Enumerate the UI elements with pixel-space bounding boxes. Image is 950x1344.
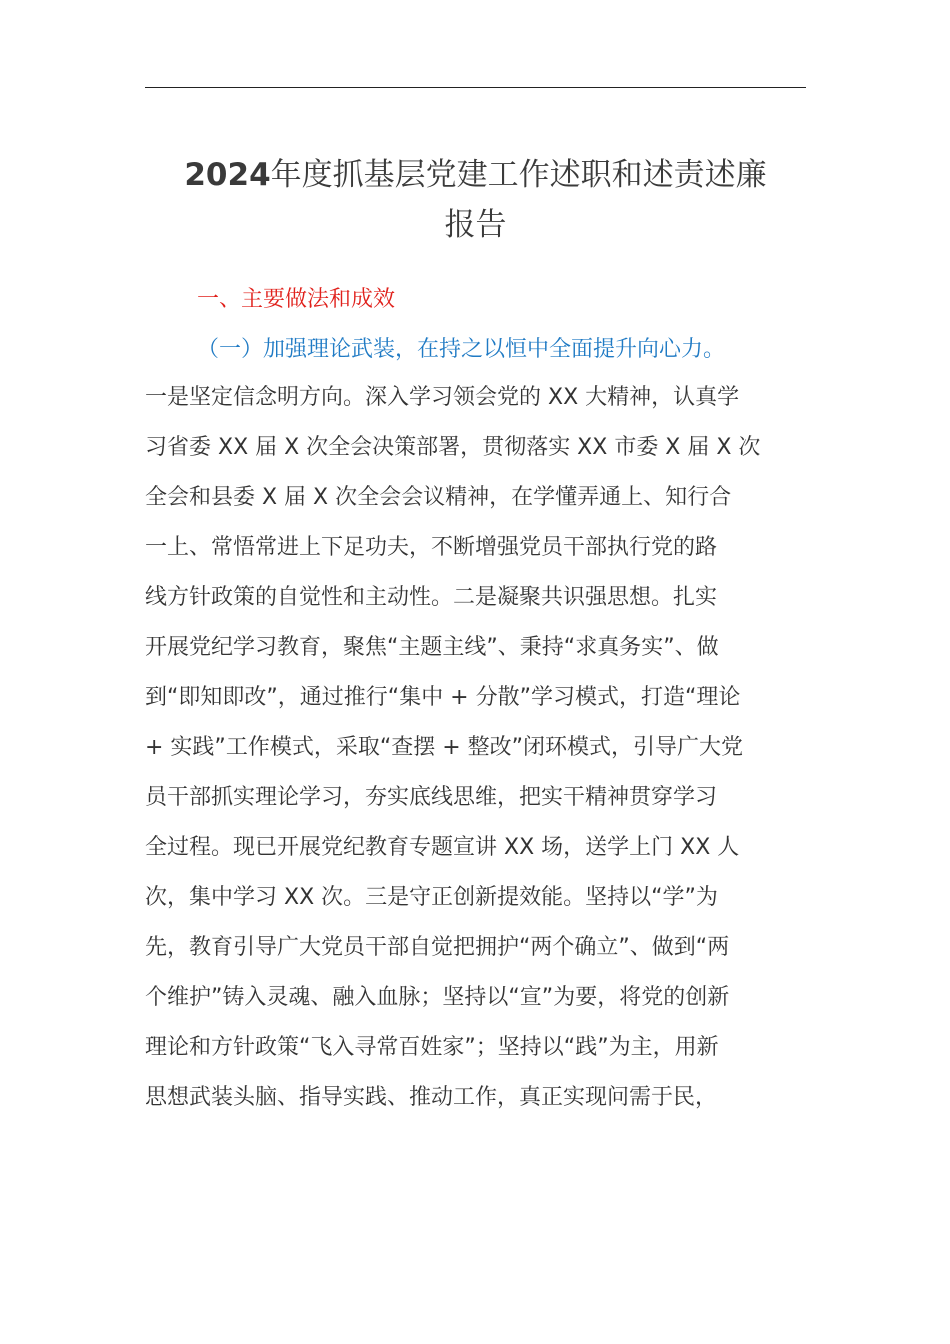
subsection-heading: （一）加强理论武装，在持之以恒中全面提升向心力。: [197, 337, 726, 362]
body-line: 理论和方针政策“飞入寻常百姓家”；坚持以“践”为主，用新: [145, 1035, 719, 1060]
document-title: [145, 150, 806, 250]
section-heading: 一、主要做法和成效: [197, 287, 396, 312]
header-rule: [145, 87, 806, 88]
body-line: 到“即知即改”，通过推行“集中 + 分散”学习模式，打造“理论: [145, 685, 741, 710]
body-line: 个维护”铸入灵魂、融入血脉；坚持以“宣”为要，将党的创新: [145, 985, 730, 1010]
body-line: 次，集中学习 XX 次。三是守正创新提效能。坚持以“学”为: [145, 885, 718, 910]
body-line: + 实践”工作模式，采取“查摆 + 整改”闭环模式，引导广大党: [145, 735, 744, 760]
title-year: 2024: [184, 157, 271, 193]
body-line: 一上、常悟常进上下足功夫，不断增强党员干部执行党的路: [145, 535, 718, 560]
body-line: 全过程。现已开展党纪教育专题宣讲 XX 场，送学上门 XX 人: [145, 835, 740, 860]
body-text: [145, 380, 815, 1130]
body-line: 开展党纪学习教育，聚焦“主题主线”、秉持“求真务实”、做: [145, 635, 719, 660]
body-line: 思想武装头脑、指导实践、推动工作，真正实现问需于民，: [145, 1085, 718, 1110]
body-line: 一是坚定信念明方向。深入学习领会党的 XX 大精神，认真学: [145, 385, 740, 410]
body-line: 线方针政策的自觉性和主动性。二是凝聚共识强思想。扎实: [145, 585, 718, 610]
title-line2: 报告: [444, 207, 507, 243]
body-line: 习省委 XX 届 X 次全会决策部署，贯彻落实 XX 市委 X 届 X 次: [145, 435, 761, 460]
body-line: 先，教育引导广大党员干部自觉把拥护“两个确立”、做到“两: [145, 935, 730, 960]
title-line1: 年度抓基层党建工作述职和述责述廉: [270, 157, 767, 193]
body-line: 员干部抓实理论学习，夯实底线思维，把实干精神贯穿学习: [145, 785, 718, 810]
body-line: 全会和县委 X 届 X 次全会会议精神，在学懂弄通上、知行合: [145, 485, 732, 510]
